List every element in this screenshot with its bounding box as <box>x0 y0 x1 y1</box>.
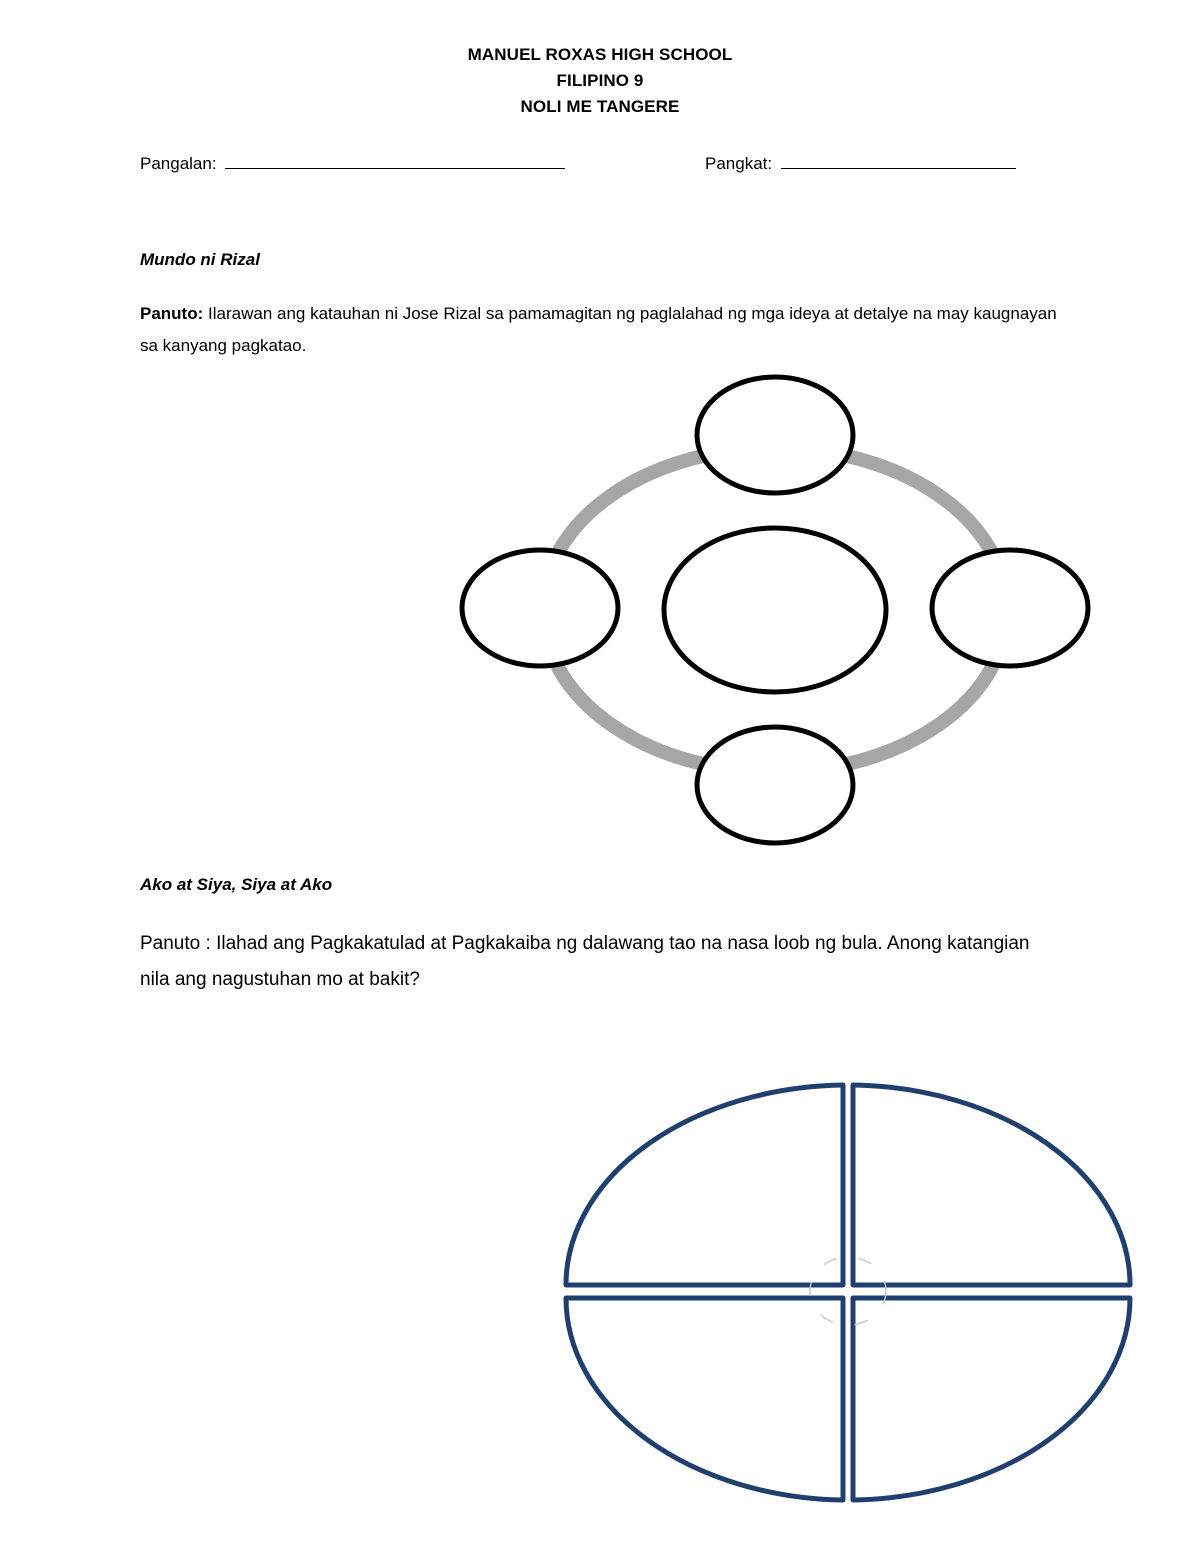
topic-name: NOLI ME TANGERE <box>520 97 680 116</box>
name-label: Pangalan: <box>140 154 217 173</box>
section-1-instruction-text: Ilarawan ang katauhan ni Jose Rizal sa pamamagitan ng paglalahad ng mga ideya at detalye na may kaugnayan sa kanyang pagkatao. <box>140 304 1057 355</box>
cycle-node-right[interactable] <box>932 550 1088 666</box>
quadrant-top-left[interactable] <box>566 1085 843 1285</box>
quartered-oval-diagram <box>566 1085 1130 1500</box>
subject-name: FILIPINO 9 <box>556 71 644 90</box>
cycle-diagram <box>462 377 1088 843</box>
quadrant-bottom-left[interactable] <box>566 1298 843 1500</box>
quadrant-top-right[interactable] <box>853 1085 1130 1285</box>
cycle-node-top[interactable] <box>697 377 853 493</box>
cycle-node-center[interactable] <box>664 528 886 692</box>
section-1-title: Mundo ni Rizal <box>140 250 260 269</box>
cycle-node-left[interactable] <box>462 550 618 666</box>
school-name: MANUEL ROXAS HIGH SCHOOL <box>467 45 733 64</box>
section-1-instruction-label: Panuto: <box>140 304 204 323</box>
cycle-node-bottom[interactable] <box>697 727 853 843</box>
quadrant-bottom-right[interactable] <box>853 1298 1130 1500</box>
section-2-instruction-text: Ilahad ang Pagkakatulad at Pagkakaiba ng dalawang tao na nasa loob ng bula. Anong katangian nila ang nagustuhan mo at bakit? <box>140 933 1030 990</box>
group-label: Pangkat: <box>705 154 773 173</box>
center-ring <box>810 1257 886 1325</box>
section-2-instruction-label: Panuto : <box>140 933 211 954</box>
section-2-instructions <box>140 926 1060 998</box>
section-2-title: Ako at Siya, Siya at Ako <box>140 875 333 894</box>
